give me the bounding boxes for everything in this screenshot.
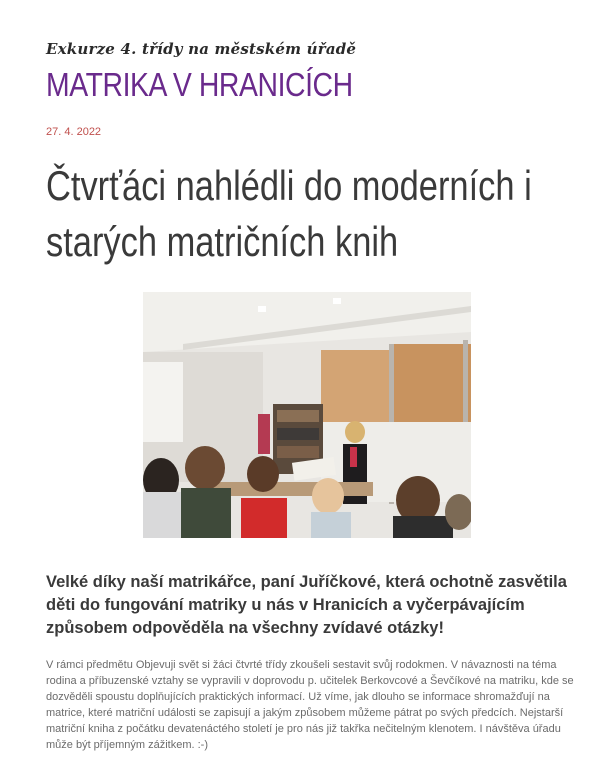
article-headline: Čtvrťáci nahlédli do moderních i starých matričních knih bbox=[46, 162, 532, 265]
section-title: MATRIKA V HRANICÍCH bbox=[46, 66, 353, 103]
article-date: 27. 4. 2022 bbox=[46, 126, 102, 138]
classroom-photo bbox=[143, 292, 471, 538]
article-photo bbox=[143, 292, 471, 538]
article-body: V rámci předmětu Objevuji svět si žáci čtvrté třídy zkoušeli sestavit svůj rodokmen. V návaznosti na téma rodina a příbuzenské vztahy se vypravili v doprovodu p. učitelek Berkovcové a Ševčíkové na matriku, kde se dozvěděli spoustu doplňujících praktických informací. Už víme, jak dlouho se informace shromažďují na matrice, které matriční události se zapisují a jakým způsobem můžeme pátrat po svých předcích. Nejstarší matriční kniha z počátku devatenáctého století je pro nás již takřka nečitelným klenotem. I návštěva úřadu může být příjemným zážitkem. :-) bbox=[46, 659, 574, 751]
article-kicker: Exkurze 4. třídy na městském úřadě bbox=[46, 40, 357, 58]
article-lead: Velké díky naší matrikářce, paní Juříčkové, která ochotně zasvětila děti do fungování matriky u nás v Hranicích a vyčerpávajícím způsobem odpověděla na všechny zvídavé otázky! bbox=[46, 573, 567, 637]
